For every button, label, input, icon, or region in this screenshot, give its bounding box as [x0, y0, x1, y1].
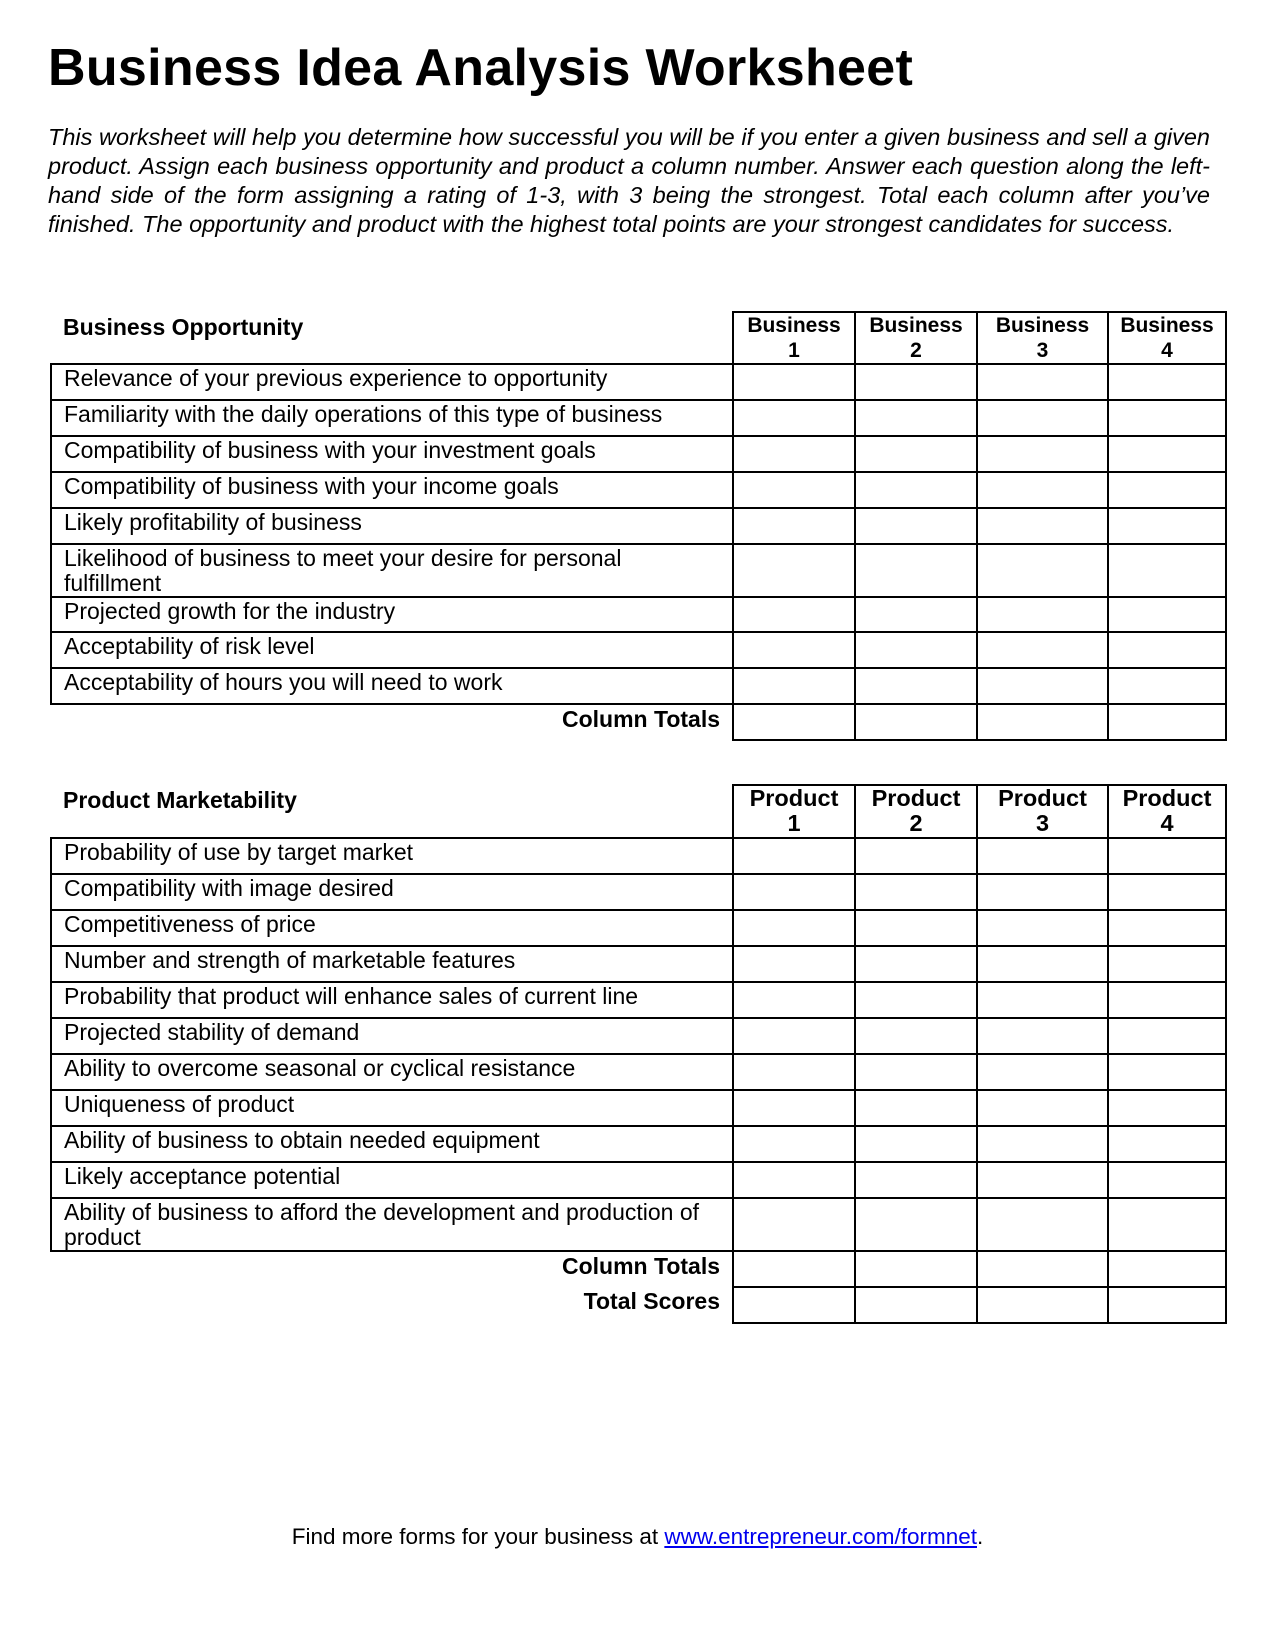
rating-cell[interactable] — [1108, 982, 1226, 1018]
question-label: Acceptability of hours you will need to work — [51, 668, 733, 704]
rating-cell[interactable] — [977, 1018, 1108, 1054]
rating-cell[interactable] — [1108, 436, 1226, 472]
table-row — [51, 874, 1226, 910]
table-row — [51, 472, 1226, 508]
table-row — [51, 364, 1226, 400]
table-row — [51, 668, 1226, 704]
rating-cell[interactable] — [733, 597, 855, 632]
column-totals-label: Column Totals — [561, 1253, 720, 1279]
question-label: Ability to overcome seasonal or cyclical resistance — [51, 1054, 733, 1090]
rating-cell[interactable] — [977, 838, 1108, 874]
rating-cell[interactable] — [1108, 838, 1226, 874]
rating-cell[interactable] — [733, 508, 855, 544]
table-row — [51, 597, 1226, 632]
rating-cell[interactable] — [733, 436, 855, 472]
rating-cell[interactable] — [855, 632, 977, 668]
question-label: Competitiveness of price — [51, 910, 733, 946]
rating-cell[interactable] — [733, 910, 855, 946]
total-cell[interactable] — [977, 1251, 1108, 1287]
rating-cell[interactable] — [733, 1018, 855, 1054]
rating-cell[interactable] — [1108, 472, 1226, 508]
instructions-paragraph: This worksheet will help you determine how successful you will be if you enter a given business and sell a given product. Assign each business opportunity and product a column number. Answer each question along the left-hand side of the form assigning a rating of 1-3, with 3 being the strongest. Total each column after you’ve finished. The opportunity and product with the highest total points are your strongest candidates for success. — [48, 124, 1210, 237]
table-header-row — [51, 312, 1226, 364]
question-label: Likelihood of business to meet your desire for personal fulfillment — [51, 544, 733, 597]
rating-cell[interactable] — [855, 597, 977, 632]
total-cell[interactable] — [733, 1251, 855, 1287]
rating-cell[interactable] — [977, 544, 1108, 597]
question-label: Number and strength of marketable features — [51, 946, 733, 982]
table-row — [51, 544, 1226, 597]
score-cell[interactable] — [977, 1287, 1108, 1323]
rating-cell[interactable] — [855, 982, 977, 1018]
rating-cell[interactable] — [1108, 1126, 1226, 1162]
rating-cell[interactable] — [1108, 597, 1226, 632]
table-row — [51, 982, 1226, 1018]
rating-cell[interactable] — [855, 874, 977, 910]
rating-cell[interactable] — [1108, 910, 1226, 946]
total-cell[interactable] — [855, 704, 977, 740]
rating-cell[interactable] — [855, 1054, 977, 1090]
formnet-link[interactable]: www.entrepreneur.com/formnet — [664, 1524, 977, 1549]
rating-cell[interactable] — [977, 364, 1108, 400]
rating-cell[interactable] — [855, 1090, 977, 1126]
table-row — [51, 1090, 1226, 1126]
table-row — [51, 400, 1226, 436]
total-cell[interactable] — [855, 1251, 977, 1287]
column-header: Product 1 — [733, 785, 855, 838]
rating-cell[interactable] — [977, 874, 1108, 910]
rating-cell[interactable] — [977, 1090, 1108, 1126]
question-label: Ability of business to obtain needed equipment — [51, 1126, 733, 1162]
table-row — [51, 946, 1226, 982]
rating-cell[interactable] — [1108, 1090, 1226, 1126]
score-cell[interactable] — [1108, 1287, 1226, 1323]
column-totals-label: Column Totals — [561, 706, 720, 732]
rating-cell[interactable] — [1108, 946, 1226, 982]
rating-cell[interactable] — [977, 1126, 1108, 1162]
question-label: Compatibility with image desired — [51, 874, 733, 910]
table-row — [51, 910, 1226, 946]
rating-cell[interactable] — [1108, 364, 1226, 400]
table-row — [51, 632, 1226, 668]
rating-cell[interactable] — [977, 436, 1108, 472]
total-cell[interactable] — [977, 704, 1108, 740]
table-header-row — [51, 785, 1226, 838]
total-cell[interactable] — [1108, 1251, 1226, 1287]
column-header: Product 4 — [1108, 785, 1226, 838]
rating-cell[interactable] — [977, 946, 1108, 982]
rating-cell[interactable] — [855, 1018, 977, 1054]
totals-row — [51, 1251, 1226, 1287]
rating-cell[interactable] — [733, 1162, 855, 1198]
score-cell[interactable] — [733, 1287, 855, 1323]
total-scores-label: Total Scores — [583, 1288, 720, 1314]
column-header: Business 1 — [733, 312, 855, 364]
rating-cell[interactable] — [1108, 874, 1226, 910]
rating-cell[interactable] — [733, 838, 855, 874]
rating-cell[interactable] — [855, 668, 977, 704]
question-label: Probability of use by target market — [51, 838, 733, 874]
score-cell[interactable] — [855, 1287, 977, 1323]
rating-cell[interactable] — [733, 946, 855, 982]
rating-cell[interactable] — [855, 364, 977, 400]
rating-cell[interactable] — [855, 1162, 977, 1198]
table-row — [51, 1054, 1226, 1090]
rating-cell[interactable] — [977, 1198, 1108, 1251]
rating-cell[interactable] — [1108, 1162, 1226, 1198]
scores-row — [51, 1287, 1226, 1323]
total-cell[interactable] — [1108, 704, 1226, 740]
column-header: Business 4 — [1108, 312, 1226, 364]
rating-cell[interactable] — [855, 436, 977, 472]
section-heading: Business Opportunity — [63, 314, 304, 340]
rating-cell[interactable] — [733, 364, 855, 400]
column-header: Business 2 — [855, 312, 977, 364]
rating-cell[interactable] — [977, 632, 1108, 668]
rating-cell[interactable] — [977, 668, 1108, 704]
question-label: Projected stability of demand — [51, 1018, 733, 1054]
rating-cell[interactable] — [733, 400, 855, 436]
rating-cell[interactable] — [733, 1054, 855, 1090]
rating-cell[interactable] — [977, 508, 1108, 544]
rating-cell[interactable] — [977, 1162, 1108, 1198]
page-title: Business Idea Analysis Worksheet — [48, 39, 914, 97]
table-row — [51, 1018, 1226, 1054]
rating-cell[interactable] — [733, 632, 855, 668]
rating-cell[interactable] — [977, 597, 1108, 632]
column-header: Product 2 — [855, 785, 977, 838]
question-label: Likely profitability of business — [51, 508, 733, 544]
rating-cell[interactable] — [855, 838, 977, 874]
rating-cell[interactable] — [855, 472, 977, 508]
table-row — [51, 508, 1226, 544]
rating-cell[interactable] — [733, 982, 855, 1018]
business-opportunity-table — [50, 311, 1227, 741]
rating-cell[interactable] — [733, 874, 855, 910]
section-heading: Product Marketability — [63, 787, 297, 813]
table-row — [51, 838, 1226, 874]
rating-cell[interactable] — [977, 982, 1108, 1018]
footer-period: . — [977, 1524, 984, 1549]
rating-cell[interactable] — [1108, 1054, 1226, 1090]
question-label: Relevance of your previous experience to opportunity — [51, 364, 733, 400]
rating-cell[interactable] — [855, 946, 977, 982]
rating-cell[interactable] — [733, 1090, 855, 1126]
rating-cell[interactable] — [855, 1126, 977, 1162]
question-label: Ability of business to afford the development and production of product — [51, 1198, 733, 1251]
rating-cell[interactable] — [733, 472, 855, 508]
rating-cell[interactable] — [977, 400, 1108, 436]
footer-text: Find more forms for your business at — [291, 1524, 665, 1549]
rating-cell[interactable] — [1108, 508, 1226, 544]
footer — [0, 1524, 1275, 1550]
question-label: Likely acceptance potential — [51, 1162, 733, 1198]
table-row — [51, 1198, 1226, 1251]
rating-cell[interactable] — [977, 472, 1108, 508]
question-label: Acceptability of risk level — [51, 632, 733, 668]
rating-cell[interactable] — [1108, 400, 1226, 436]
rating-cell[interactable] — [733, 668, 855, 704]
rating-cell[interactable] — [855, 508, 977, 544]
rating-cell[interactable] — [855, 544, 977, 597]
product-marketability-table — [50, 784, 1227, 1324]
rating-cell[interactable] — [733, 1126, 855, 1162]
column-header: Product 3 — [977, 785, 1108, 838]
table-row — [51, 436, 1226, 472]
rating-cell[interactable] — [977, 910, 1108, 946]
question-label: Uniqueness of product — [51, 1090, 733, 1126]
rating-cell[interactable] — [1108, 1018, 1226, 1054]
rating-cell[interactable] — [855, 1198, 977, 1251]
table-row — [51, 1162, 1226, 1198]
rating-cell[interactable] — [855, 400, 977, 436]
question-label: Compatibility of business with your income goals — [51, 472, 733, 508]
rating-cell[interactable] — [1108, 1198, 1226, 1251]
rating-cell[interactable] — [1108, 632, 1226, 668]
question-label: Familiarity with the daily operations of this type of business — [51, 400, 733, 436]
question-label: Probability that product will enhance sales of current line — [51, 982, 733, 1018]
rating-cell[interactable] — [1108, 544, 1226, 597]
question-label: Compatibility of business with your investment goals — [51, 436, 733, 472]
rating-cell[interactable] — [733, 1198, 855, 1251]
rating-cell[interactable] — [855, 910, 977, 946]
question-label: Projected growth for the industry — [51, 597, 733, 632]
column-header: Business 3 — [977, 312, 1108, 364]
rating-cell[interactable] — [977, 1054, 1108, 1090]
rating-cell[interactable] — [733, 544, 855, 597]
table-row — [51, 1126, 1226, 1162]
totals-row — [51, 704, 1226, 740]
rating-cell[interactable] — [1108, 668, 1226, 704]
total-cell[interactable] — [733, 704, 855, 740]
